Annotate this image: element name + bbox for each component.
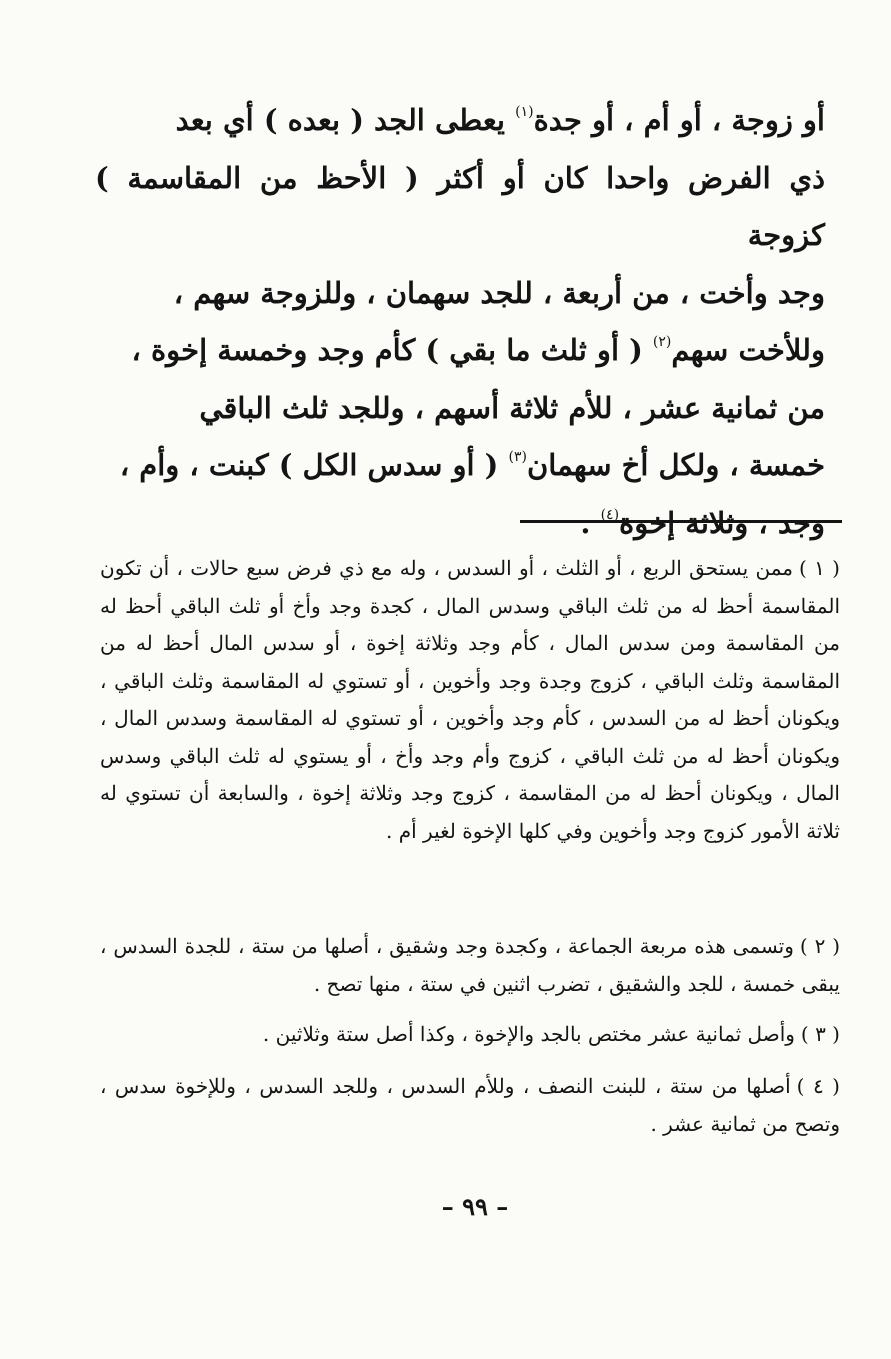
footnote-ref-2[interactable]: (٢)	[652, 334, 672, 350]
footnote-3	[100, 1016, 840, 1068]
footnote-text: وأصل ثمانية عشر مختص بالجد والإخوة ، وكذا أصل ستة وثلاثين .	[262, 1022, 795, 1046]
footnote-text: ممن يستحق الربع ، أو الثلث ، أو السدس ، وله مع ذي فرض سبع حالات ، أن تكون المقاسمة أحظ له من ثلث الباقي وسدس المال ، كجدة وجد وأخ أو ثلث الباقي أحظ له من المقاسمة ومن سدس المال ، كأم وجد وثلاثة إخوة ، أو سدس المال أحظ له من المقاسمة وثلث الباقي ، كزوج وجدة وجد وأخوين ، أو تستوي له المقاسمة وثلث الباقي ، ويكونان أحظ له من السدس ، كأم وجد وأخوين ، أو تستوي له المقاسمة وسدس المال ، ويكونان أحظ له من ثلث الباقي ، كزوج وأم وجد وأخ ، أو يستوي له ثلث الباقي وسدس المال ، ويكونان أحظ له من المقاسمة ، كزوج وجد وثلاثة إخوة ، والسابعة أن تستوي له ثلاثة الأمور كزوج وجد وأخوين وفي كلها الإخوة لغير أم .	[100, 556, 841, 843]
main-line: وجد وأخت ، من أربعة ، للجد سهمان ، وللزوجة سهم ،	[173, 275, 825, 310]
text-run: وللأخت سهم	[671, 333, 825, 367]
text-run: وجد ، وثلاثة إخوة	[619, 505, 825, 540]
text-run: .	[580, 505, 591, 540]
main-line: من ثمانية عشر ، للأم ثلاثة أسهم ، وللجد ثلث الباقي	[199, 390, 825, 425]
main-line	[95, 495, 825, 553]
footnote-number: ( ٣ )	[800, 1022, 840, 1046]
footnote-separator	[520, 520, 842, 523]
footnote-2	[100, 928, 840, 1016]
footnote-1	[100, 550, 840, 928]
main-text	[95, 92, 825, 552]
footnote-ref-4[interactable]: (٤)	[600, 506, 620, 523]
footnote-text: أصلها من ستة ، للبنت النصف ، وللأم السدس ، وللجد السدس ، وللإخوة سدس ، وتصح من ثمانية عشر .	[100, 1074, 840, 1136]
page-number: – ٩٩ –	[441, 1192, 509, 1221]
footnote-number: ( ٤ )	[796, 1074, 840, 1098]
footnote-number: ( ١ )	[798, 556, 840, 580]
footnote-4	[100, 1068, 840, 1148]
text-run: ( أو ثلث ما بقي ) كأم وجد وخمسة إخوة ،	[131, 333, 643, 367]
main-body	[95, 92, 825, 552]
main-line	[95, 322, 825, 380]
text-run: ( أو سدس الكل ) كبنت ، وأم ،	[119, 448, 499, 482]
text-run: خمسة ، ولكل أخ سهمان	[526, 448, 825, 482]
footnote-number: ( ٢ )	[799, 934, 840, 958]
footnote-ref-1[interactable]: (١)	[515, 104, 534, 120]
footnotes	[100, 550, 840, 1148]
text-run: أو زوجة ، أو أم ، أو جدة	[533, 103, 825, 137]
footnote-text: وتسمى هذه مربعة الجماعة ، وكجدة وجد وشقيق ، أصلها من ستة ، للجدة السدس ، يبقى خمسة ، للجد والشقيق ، تضرب اثنين في ستة ، منها تصح .	[100, 934, 840, 996]
text-run: يعطى الجد ( بعده ) أي بعد	[175, 103, 505, 137]
main-line	[95, 437, 825, 495]
footnote-ref-3[interactable]: (٣)	[508, 449, 527, 465]
main-line	[95, 92, 825, 150]
main-line: ذي الفرض واحدا كان أو أكثر ( الأحظ من المقاسمة ) كزوجة	[95, 160, 825, 252]
